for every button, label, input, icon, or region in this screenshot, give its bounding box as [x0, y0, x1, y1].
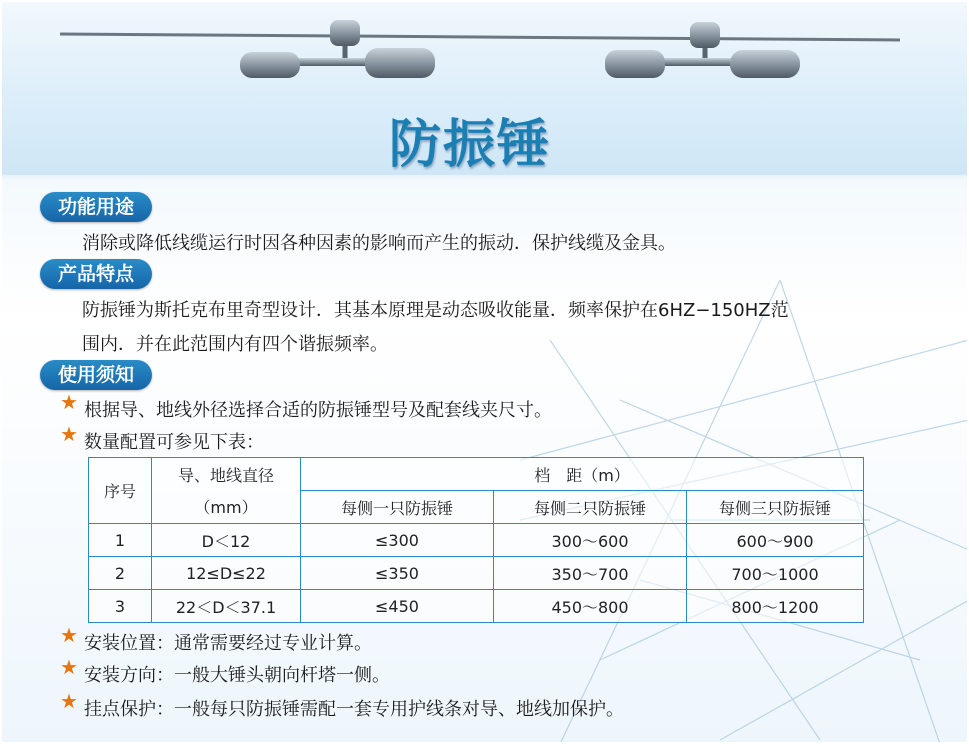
usage-note: 挂点保护：一般每只防振锤需配一套专用护线条对导、地线加保护。 — [84, 699, 624, 720]
usage-note: 安装方向：一般大锤头朝向杆塔一侧。 — [84, 665, 390, 686]
usage-item: 数量配置可参见下表： — [84, 432, 264, 453]
damper-config-table — [88, 457, 864, 623]
cell-seq: 1 — [89, 524, 152, 557]
section-heading-features: 产品特点 — [40, 259, 152, 289]
table-row — [89, 524, 864, 557]
cell-one: ≤350 — [301, 557, 494, 590]
cell-two: 450～800 — [494, 590, 687, 623]
cell-seq: 2 — [89, 557, 152, 590]
features-text-line2: 围内．并在此范围内有四个谐振频率。 — [82, 334, 388, 355]
star-bullet-icon: ★ — [60, 655, 78, 679]
cell-two: 300～600 — [494, 524, 687, 557]
cell-diameter: 22＜D＜37.1 — [152, 590, 301, 623]
cell-three: 700～1000 — [687, 557, 864, 590]
star-bullet-icon: ★ — [60, 689, 78, 713]
cell-two: 350～700 — [494, 557, 687, 590]
cell-three: 800～1200 — [687, 590, 864, 623]
cell-one: ≤300 — [301, 524, 494, 557]
section-heading-usage: 使用须知 — [40, 360, 152, 390]
cell-seq: 3 — [89, 590, 152, 623]
table-header-seq: 序号 — [89, 458, 152, 524]
damper-illustration — [60, 10, 900, 90]
table-header-diameter: 导、地线直径 — [152, 458, 301, 491]
page-title: 防振锤 — [388, 114, 551, 175]
cell-one: ≤450 — [301, 590, 494, 623]
function-text: 消除或降低线缆运行时因各种因素的影响而产生的振动．保护线缆及金具。 — [82, 233, 676, 254]
cell-diameter: D＜12 — [152, 524, 301, 557]
table-header-one: 每侧一只防振锤 — [301, 491, 494, 524]
table-row — [89, 590, 864, 623]
usage-note: 安装位置：通常需要经过专业计算。 — [84, 633, 372, 654]
features-text-line1: 防振锤为斯托克布里奇型设计．其基本原理是动态吸收能量．频率保护在6HZ−150HZ范 — [82, 300, 789, 321]
table-header-three: 每侧三只防振锤 — [687, 491, 864, 524]
table-header-diameter-unit: （mm） — [152, 491, 301, 524]
table-row — [89, 557, 864, 590]
section-heading-function: 功能用途 — [40, 192, 152, 222]
cell-diameter: 12≤D≤22 — [152, 557, 301, 590]
table-header-span: 档 距（m） — [301, 458, 864, 491]
cell-three: 600～900 — [687, 524, 864, 557]
table-header-two: 每侧二只防振锤 — [494, 491, 687, 524]
star-bullet-icon: ★ — [60, 390, 78, 414]
star-bullet-icon: ★ — [60, 422, 78, 446]
usage-item: 根据导、地线外径选择合适的防振锤型号及配套线夹尺寸。 — [84, 400, 552, 421]
star-bullet-icon: ★ — [60, 623, 78, 647]
